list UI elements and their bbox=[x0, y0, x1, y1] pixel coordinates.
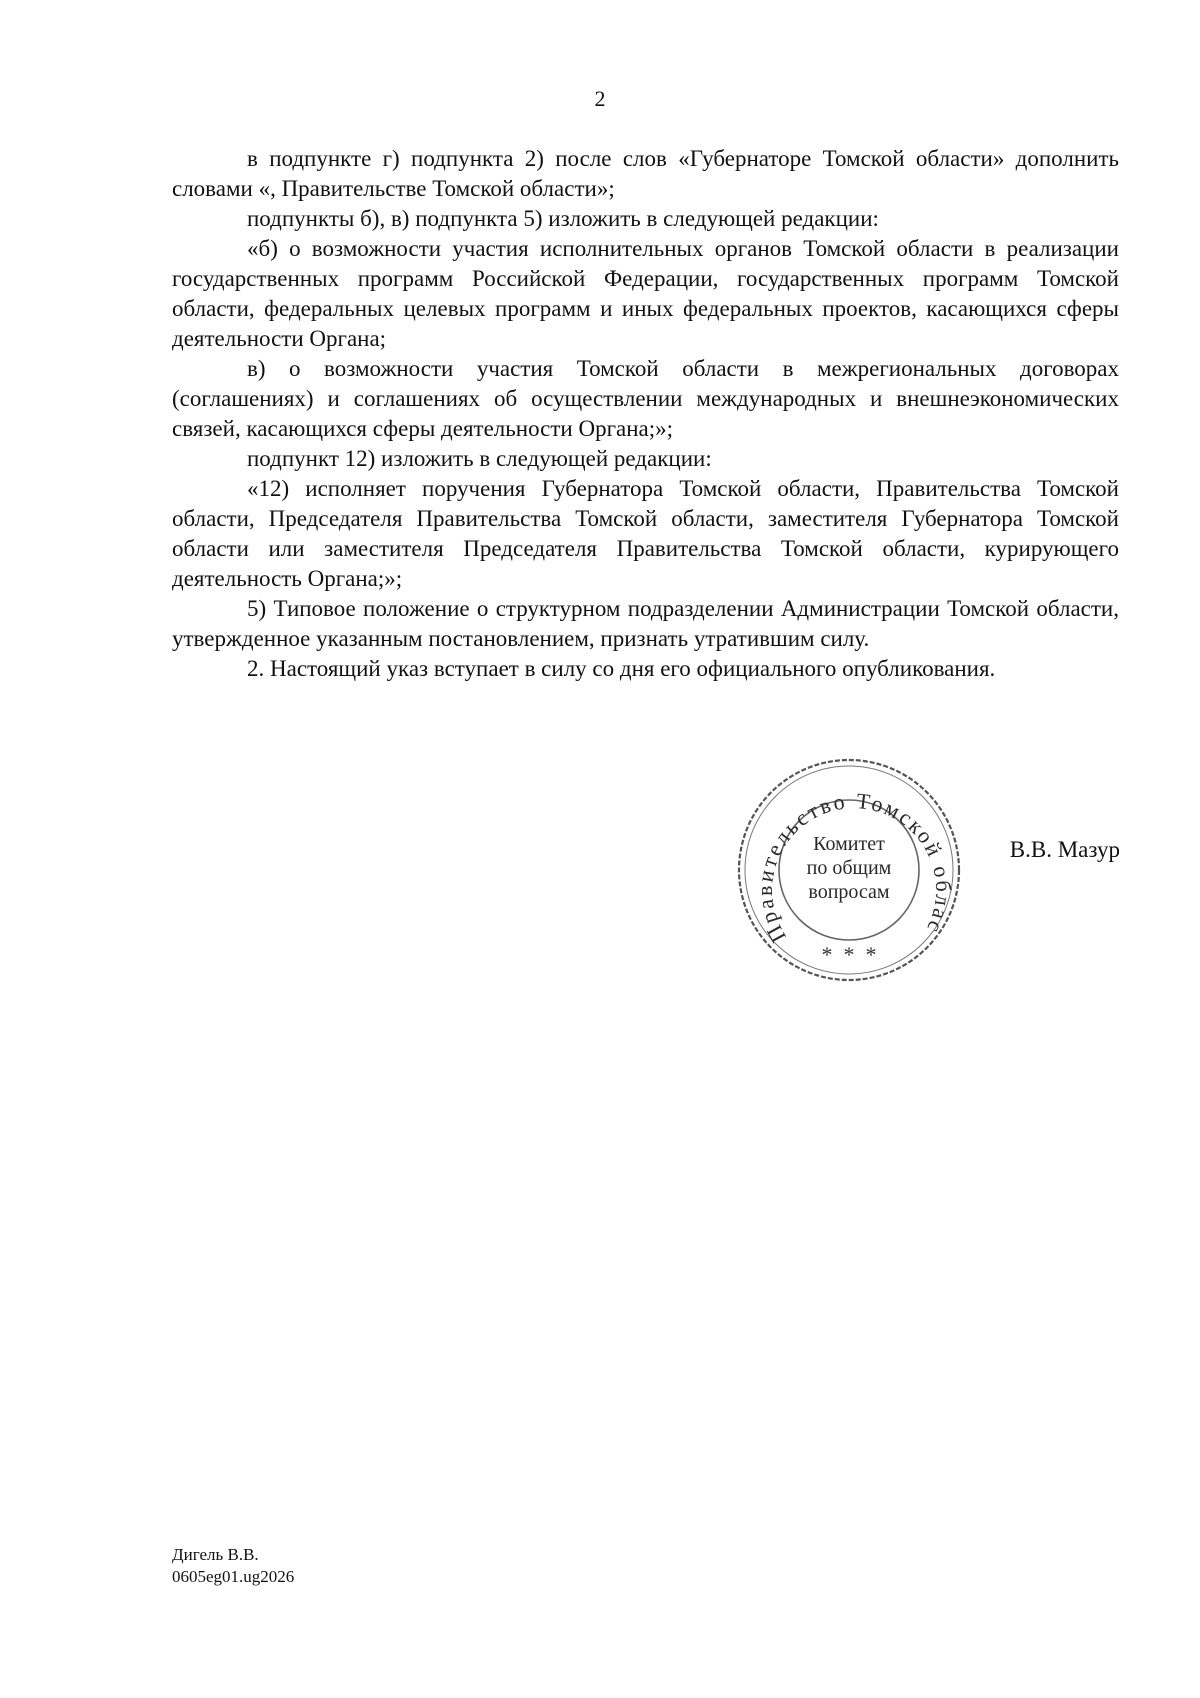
seal-line: вопросам bbox=[808, 881, 890, 903]
paragraph: подпункт 12) изложить в следующей редакции: bbox=[247, 446, 712, 471]
page-number: 2 bbox=[594, 86, 606, 111]
official-seal bbox=[734, 755, 964, 985]
footer-author: Дигель В.В. bbox=[172, 1545, 259, 1564]
paragraph: 2. Настоящий указ вступает в силу со дня его официального опубликования. bbox=[247, 656, 996, 681]
footer-doc-code: 0605eg01.ug2026 bbox=[172, 1567, 295, 1586]
paragraph: «б) о возможности участия исполнительных органов Томской области в реализации государственных программ Российской Федерации, государственных программ Томской области, федеральных целевых программ и иных федеральных проектов, касающихся сферы деятельности Органа; bbox=[172, 236, 1119, 351]
seal-stars: * * * bbox=[821, 942, 877, 967]
paragraph: подпункты б), в) подпункта 5) изложить в следующей редакции: bbox=[247, 206, 879, 231]
seal-line: по общим bbox=[806, 857, 892, 879]
seal-center-text bbox=[774, 832, 924, 904]
paragraph: в подпункте г) подпункта 2) после слов «Губернаторе Томской области» дополнить словами «, Правительстве Томской области»; bbox=[172, 146, 1119, 201]
document-body bbox=[172, 144, 1119, 684]
seal-ring-text: Правительство Томской облас bbox=[752, 787, 957, 947]
paragraph: «12) исполняет поручения Губернатора Томской области, Правительства Томской области, Председателя Правительства Томской области, заместителя Губернатора Томской области или заместителя Председателя Правительства Томской области, курирующего деятельность Органа;»; bbox=[172, 476, 1119, 591]
paragraph: в) о возможности участия Томской области в межрегиональных договорах (соглашениях) и соглашениях об осуществлении международных и внешнеэкономических связей, касающихся сферы деятельности Органа;»; bbox=[172, 356, 1119, 441]
signer-name: В.В. Мазур bbox=[1009, 837, 1120, 862]
seal-line: Комитет bbox=[813, 833, 885, 855]
footer-info bbox=[172, 1544, 294, 1588]
paragraph: 5) Типовое положение о структурном подразделении Администрации Томской области, утвержденное указанным постановлением, признать утратившим силу. bbox=[172, 596, 1119, 651]
